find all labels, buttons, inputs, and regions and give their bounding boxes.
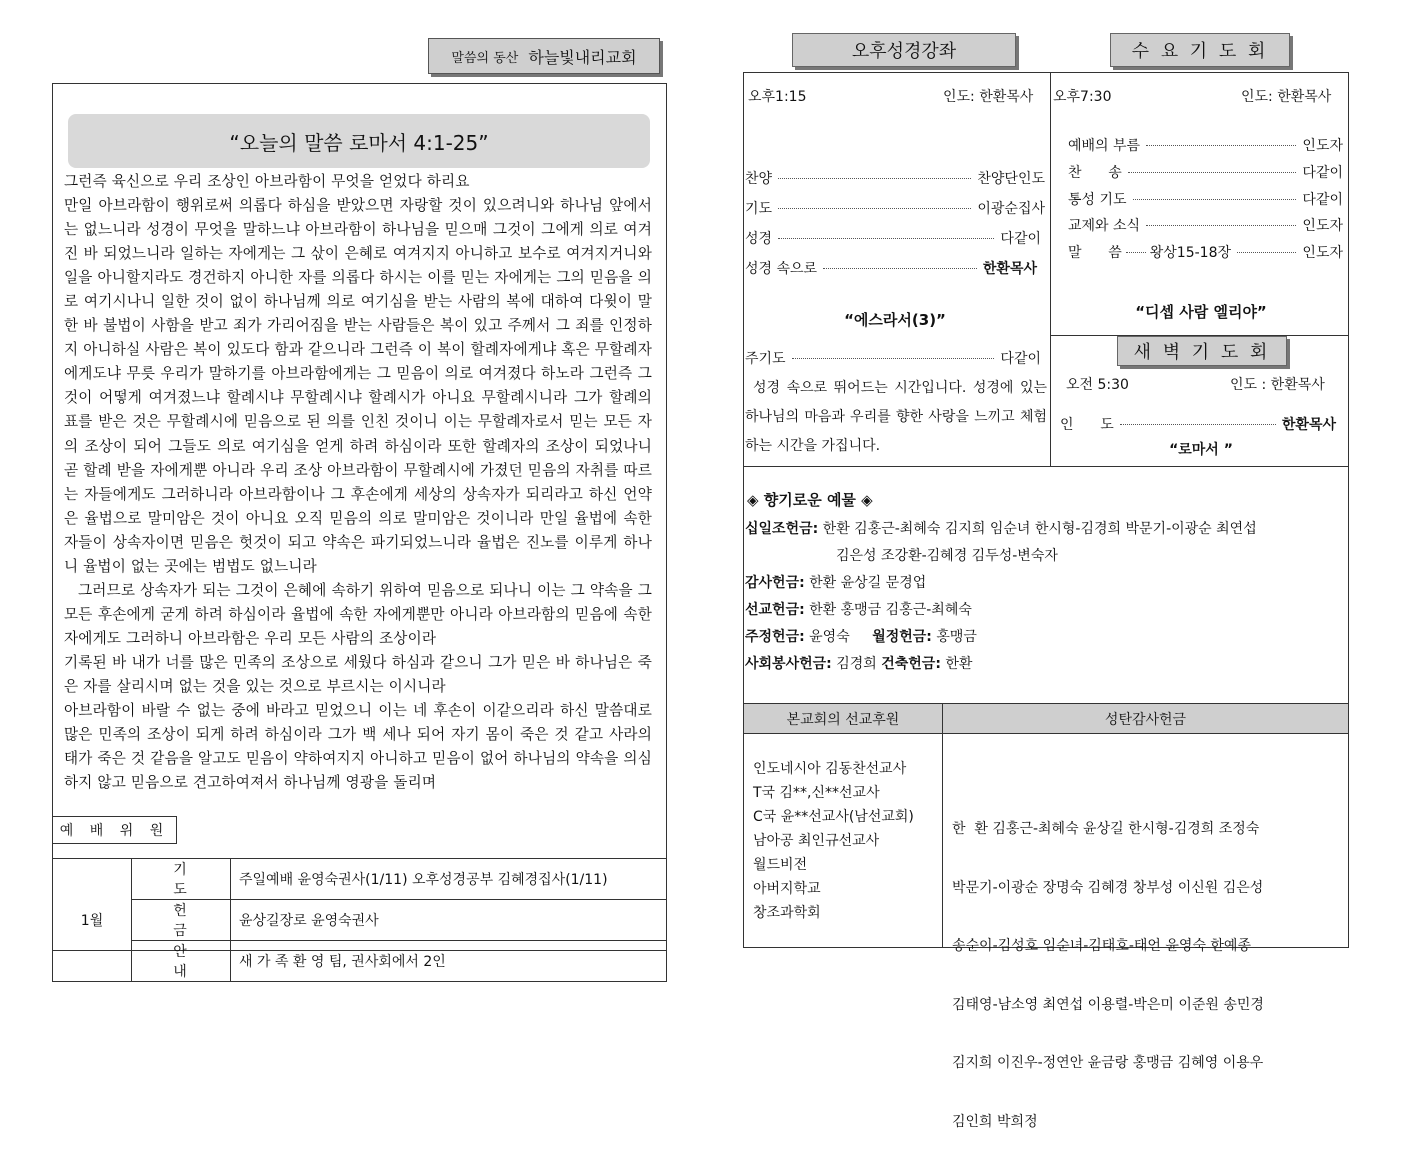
duty-table	[52, 858, 667, 982]
afternoon-closing	[745, 348, 1041, 368]
list-item: 인도네시아 김동찬선교사	[753, 761, 907, 777]
offering-tithe	[745, 518, 1345, 538]
item-label: 주기도	[745, 351, 786, 367]
item-label: 찬양	[745, 171, 773, 187]
item-label: 성경 속으로	[745, 261, 818, 277]
duty-detail: 새 가 족 환 영 팀, 권사회에서 2인	[231, 941, 667, 982]
duty-role: 헌 금	[132, 900, 231, 941]
afternoon-item	[745, 168, 1045, 188]
list-item: 송순이-김성호 임순녀-김태호-태언 윤영숙 한예종	[952, 938, 1251, 954]
list-item: 창조과학회	[753, 905, 821, 921]
offering-label: 감사헌금:	[745, 575, 805, 591]
dawn-lead	[1060, 414, 1336, 434]
item-label: 성경	[745, 231, 773, 247]
afternoon-item	[745, 228, 1041, 248]
scripture-paragraph: 아브라함이 바랄 수 없는 중에 바라고 믿었으니 이는 네 후손이 이같으리라 하신 말씀대로 많은 민족의 조상이 되게 하려 하심이라 그가 백 세나 되어 자기 몸이 죽은 것 같고 사라의 태가 죽은 것 같음을 알고도 믿음이 약하여지지 아니하고 믿음이 없어 하나님의 약속을 의심하지 않고 믿음으로 견고하여져서 하나님께 영광을 돌리며	[64, 702, 652, 792]
dawn-leader: 인도 : 한환목사	[1230, 377, 1325, 393]
offering-label: 사회봉사헌금:	[745, 656, 832, 672]
afternoon-time: 오후1:15	[748, 89, 807, 105]
duty-role: 기 도	[132, 859, 231, 900]
duty-detail: 윤상길장로 윤영숙권사	[231, 900, 667, 941]
section-divider	[743, 733, 1349, 734]
church-name: 하늘빛내리교회	[528, 47, 637, 67]
list-item: 아버지학교	[753, 881, 821, 897]
item-value: 한환목사	[982, 261, 1037, 277]
offering-names: 홍맹금	[936, 629, 977, 645]
offering-label: 선교헌금:	[745, 602, 805, 618]
wednesday-item	[1068, 189, 1343, 209]
afternoon-title: “에스라서(3)”	[844, 311, 946, 329]
list-item: 박문기-이광순 장명숙 김혜경 창부성 이신원 김은성	[952, 879, 1264, 896]
item-label: 기도	[745, 201, 773, 217]
item-value: 이광순집사	[977, 201, 1045, 217]
mission-support-header: 본교회의 선교후원	[744, 704, 942, 733]
offering-social-building	[745, 653, 1345, 673]
afternoon-description: 성경 속으로 뛰어드는 시간입니다. 성경에 있는 하나님의 마음과 우리를 향한 사랑을 느끼고 체험하는 시간을 가집니다.	[745, 380, 1047, 454]
section-divider	[743, 466, 1349, 467]
duty-detail: 주일예배 윤영숙권사(1/11) 오후성경공부 김혜경집사(1/11)	[231, 859, 667, 900]
list-item: 한 환 김홍근-최혜숙 윤상길 한시형-김경희 조정숙	[952, 821, 1260, 837]
offering-label: 십일조헌금:	[745, 521, 819, 537]
wednesday-heading-text: 수 요 기 도 회	[1131, 41, 1269, 62]
item-label: 말 씀	[1068, 245, 1122, 261]
dawn-title: “로마서 ”	[1169, 442, 1233, 458]
afternoon-leader: 인도: 한환목사	[943, 89, 1034, 105]
item-label: 예배의 부름	[1068, 138, 1141, 154]
offering-names: 한환 윤상길 문경업	[809, 575, 927, 591]
item-value: 다같이	[1302, 192, 1343, 208]
offering-names: 김경희	[836, 656, 877, 672]
offering-names: 윤영숙	[809, 629, 850, 645]
list-item: T국 김**,신**선교사	[753, 785, 880, 801]
duty-title: 예 배 위 원	[52, 816, 177, 844]
list-item: 남아공 최인규선교사	[753, 833, 880, 849]
wednesday-time: 오후7:30	[1053, 89, 1112, 105]
dawn-time: 오전 5:30	[1066, 377, 1129, 393]
duty-role: 안 내	[132, 941, 231, 982]
sermon-title: “오늘의 말씀 로마서 4:1-25”	[229, 130, 489, 155]
item-value: 다같이	[1000, 351, 1041, 367]
dawn-heading-text: 새 벽 기 도 회	[1133, 342, 1271, 363]
table-row	[53, 941, 667, 982]
item-value: 인도자	[1302, 138, 1343, 154]
item-value: 인도자	[1302, 245, 1343, 261]
list-item: 김지희 이진우-정연안 윤금랑 홍맹금 김혜영 이용우	[952, 1055, 1264, 1071]
offering-tithe-cont: 김은성 조강환-김혜경 김두성-변숙자	[836, 548, 1058, 564]
scripture-paragraph: 기록된 바 내가 너를 많은 민족의 조상으로 세웠다 하심과 같으니 그가 믿은 바 하나님은 죽은 자를 살리시며 없는 것을 있는 것으로 부르시는 이시니라	[64, 653, 652, 695]
offering-names: 한환	[945, 656, 973, 672]
column-divider	[1050, 72, 1051, 466]
wednesday-leader: 인도: 한환목사	[1241, 89, 1332, 105]
list-item: 김태영-남소영 최연섭 이용렬-박은미 이준원 송민경	[952, 996, 1264, 1013]
scripture-text	[64, 170, 652, 795]
wednesday-item	[1068, 162, 1343, 182]
church-motto: 말씀의 동산	[451, 50, 519, 66]
christmas-offering-list	[952, 781, 1264, 1152]
wednesday-item	[1068, 215, 1343, 235]
offering-label: 건축헌금:	[881, 656, 941, 672]
item-extra: 왕상15-18장	[1149, 245, 1232, 261]
item-label: 인 도	[1060, 417, 1114, 433]
item-value: 인도자	[1302, 218, 1343, 234]
item-value: 한환목사	[1281, 417, 1336, 433]
duty-month: 1월	[53, 859, 132, 982]
list-item: C국 윤**선교사(남선교회)	[753, 809, 914, 825]
offering-names: 한환 홍맹금 김홍근-최혜숙	[809, 602, 972, 618]
offering-thanks	[745, 572, 1345, 592]
scripture-paragraph: 그런즉 육신으로 우리 조상인 아브라함이 무엇을 얻었다 하리요	[64, 173, 470, 190]
wednesday-item	[1068, 135, 1343, 155]
list-item: 김인희 박희정	[952, 1113, 1038, 1130]
afternoon-item	[745, 198, 1045, 218]
wednesday-item	[1068, 242, 1343, 262]
offering-label: 월정헌금:	[872, 629, 932, 645]
item-value: 다같이	[1302, 165, 1343, 181]
offerings-heading: ◈ 향기로운 예물 ◈	[747, 491, 873, 509]
offering-label: 주정헌금:	[745, 629, 805, 645]
wednesday-heading	[1110, 33, 1290, 67]
offering-names: 한환 김홍근-최혜숙 김지희 임순녀 한시형-김경희 박문기-이광순 최연섭	[822, 521, 1257, 537]
item-label: 교제와 소식	[1068, 218, 1141, 234]
scripture-paragraph: 만일 아브라함이 행위로써 의롭다 하심을 받았으면 자랑할 것이 있으려니와 하나님 앞에서는 없느니라 성경이 무엇을 말하느냐 아브라함이 하나님을 믿으매 그것이 그에게 의로 여겨진 바 되었느니라 일하는 자에게는 그 삯이 은혜로 여겨지지 아니하고 보수로 여겨지거니와 일을 아니할지라도 경건하지 아니한 자를 의롭다 하시는 이를 믿는 자에게는 그의 믿음을 의로 여기시나니 일한 것이 없이 하나님께 의로 여기심을 받는 사람의 복에 대하여 다윗이 말한 바 불법이 사함을 받고 죄가 가리어짐을 받는 사람들은 복이 있고 주께서 그 죄를 인정하지 아니하실 사람은 복이 있도다 함과 같으니라 그런즉 이 복이 할례자에게냐 혹은 무할례자에게도냐 무릇 우리가 말하기를 아브라함에게는 그 믿음이 의로 여겨졌다 하노라 그런즉 그것이 어떻게 여겨졌느냐 할례시냐 무할례시냐 할례시가 아니요 무할례시니라 그가 할례의 표를 받은 것은 무할례시에 믿음으로 된 의를 인친 것이니 이는 무할례자로서 믿는 모든 자의 조상이 되어 그들도 의로 여기심을 얻게 하려 하심이라 또한 할례자의 조상이 되었나니 곧 할례 받을 자에게뿐 아니라 우리 조상 아브라함이 무할례시에 가졌던 믿음의 자취를 따르는 자들에게도 그러하니라 아브라함이나 그 후손에게 세상의 상속자가 되리라고 하신 언약은 율법으로 말미암은 것이 아니요 오직 믿음의 의로 말미암은 것이니라 만일 율법에 속한 자들이 상속자이면 믿음은 헛것이 되고 약속은 파기되었느니라 율법은 진노를 이루게 하나니 율법이 없는 곳에는 범법도 없느니라	[64, 197, 652, 575]
afternoon-item	[745, 258, 1037, 278]
mission-support-list	[753, 757, 914, 925]
scripture-paragraph: 그러므로 상속자가 되는 그것이 은혜에 속하기 위하여 믿음으로 되나니 이는 그 약속을 그 모든 후손에게 굳게 하려 하심이라 율법에 속한 자에게뿐만 아니라 아브라함의 믿음에 속한 자에게도 그러하니 아브라함은 우리 모든 사람의 조상이라	[64, 581, 652, 647]
item-value: 찬양단인도	[977, 171, 1045, 187]
church-tag	[428, 38, 660, 74]
offering-weekly-monthly	[745, 626, 1345, 646]
christmas-offering-header: 성탄감사헌금	[943, 704, 1348, 733]
dawn-heading	[1117, 336, 1287, 366]
offering-mission	[745, 599, 1345, 619]
sermon-title-banner	[68, 114, 650, 168]
table-row	[53, 859, 667, 900]
item-label: 찬 송	[1068, 165, 1122, 181]
afternoon-heading	[792, 33, 1016, 67]
item-value: 다같이	[1000, 231, 1041, 247]
list-item: 월드비전	[753, 857, 808, 873]
table-row	[53, 900, 667, 941]
wednesday-title: “디셉 사람 엘리야”	[1135, 303, 1267, 321]
item-label: 통성 기도	[1068, 192, 1127, 208]
afternoon-heading-text: 오후성경강좌	[851, 41, 957, 62]
mission-divider	[942, 703, 943, 948]
